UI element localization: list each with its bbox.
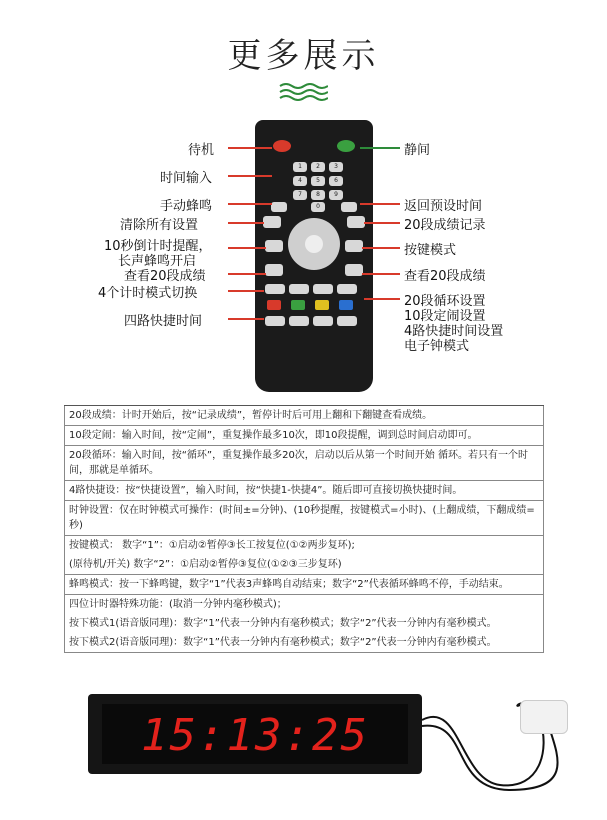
view-up-button[interactable] bbox=[265, 264, 283, 276]
key-mode-button[interactable] bbox=[345, 240, 363, 252]
key-2[interactable]: 2 bbox=[311, 162, 325, 172]
pointer-line bbox=[228, 290, 264, 292]
quick-4-button[interactable] bbox=[337, 316, 357, 326]
info-row: 4路快捷设：按“快捷设置”，输入时间，按“快捷1-快捷4”。随后即可直接切换快捷时间。 bbox=[64, 481, 544, 501]
remote-control bbox=[255, 120, 373, 392]
key-1[interactable]: 1 bbox=[293, 162, 307, 172]
page-title: 更多展示 bbox=[227, 36, 380, 76]
info-row: 20段循环：输入时间，按“循环”，重复操作最多20次，启动以后从第一个时间开始 循环。若只有一个时间，那就是单循环。 bbox=[64, 446, 544, 481]
pointer-line bbox=[228, 203, 272, 205]
label-quick-time: 四路快捷时间 bbox=[124, 314, 203, 329]
info-row: 四位计时器特殊功能：(取消一分钟内毫秒模式)； bbox=[64, 595, 544, 614]
return-preset-button[interactable] bbox=[341, 202, 357, 212]
pointer-line bbox=[364, 222, 400, 224]
view-down-button[interactable] bbox=[345, 264, 363, 276]
key-5[interactable]: 5 bbox=[311, 176, 325, 186]
loop-button[interactable] bbox=[267, 300, 281, 310]
pointer-line bbox=[360, 203, 400, 205]
clock-mode-button[interactable] bbox=[339, 300, 353, 310]
label-mute: 静间 bbox=[404, 143, 431, 158]
info-row: 按下模式2(语音版同理)：数字“1”代表一分钟内有毫秒模式；数字“2”代表一分钟内有毫秒模式。 bbox=[64, 633, 544, 653]
label-quick-setting: 4路快捷时间设置 bbox=[404, 324, 504, 339]
mode-4-button[interactable] bbox=[337, 284, 357, 294]
label-mode-switch: 4个计时模式切换 bbox=[98, 286, 198, 301]
pointer-line bbox=[228, 247, 266, 249]
key-0[interactable]: 0 bbox=[311, 202, 325, 212]
clock-digits: 15:13:25 bbox=[141, 710, 369, 761]
label-manual-beep: 手动蜂鸣 bbox=[160, 199, 213, 214]
pointer-line bbox=[360, 147, 400, 149]
power-button[interactable] bbox=[273, 140, 291, 152]
dpad-center[interactable] bbox=[305, 235, 323, 253]
info-row: 蜂鸣模式：按一下蜂鸣键，数字“1”代表3声蜂鸣自动结束；数字“2”代表循环蜂鸣不停，手动结束。 bbox=[64, 575, 544, 595]
beep-button[interactable] bbox=[271, 202, 287, 212]
pointer-line bbox=[228, 273, 266, 275]
pointer-line bbox=[362, 247, 400, 249]
info-row: (原待机/开关) 数字“2”：①启动②暂停③复位(①②③三步复环) bbox=[64, 555, 544, 575]
label-long-beep: 长声蜂鸣开启 bbox=[118, 254, 197, 269]
key-4[interactable]: 4 bbox=[293, 176, 307, 186]
alarm-button[interactable] bbox=[291, 300, 305, 310]
quick-1-button[interactable] bbox=[265, 316, 285, 326]
led-clock bbox=[88, 694, 422, 774]
dpad[interactable] bbox=[288, 218, 340, 270]
info-row: 按下模式1(语音版同理)：数字“1”代表一分钟内有毫秒模式；数字“2”代表一分钟内有毫秒模式。 bbox=[64, 614, 544, 633]
key-6[interactable]: 6 bbox=[329, 176, 343, 186]
label-countdown: 10秒倒计时提醒， bbox=[104, 239, 212, 254]
key-7[interactable]: 7 bbox=[293, 190, 307, 200]
label-key-mode: 按键模式 bbox=[404, 243, 457, 258]
quick-3-button[interactable] bbox=[313, 316, 333, 326]
label-record-scores: 20段成绩记录 bbox=[404, 218, 486, 233]
clear-all-button[interactable] bbox=[263, 216, 281, 228]
label-alarm-setting: 10段定闹设置 bbox=[404, 309, 486, 324]
pointer-line bbox=[364, 298, 400, 300]
info-row: 时钟设置：仅在时钟模式可操作：(时间±=分钟)、(10秒提醒，按键模式=小时)、(上翻成绩，下翻成绩=秒) bbox=[64, 501, 544, 536]
label-clear-all: 清除所有设置 bbox=[120, 218, 199, 233]
info-row: 按键模式： 数字“1”：①启动②暂停③长工按复位(①②两步复环); bbox=[64, 536, 544, 555]
label-loop-setting: 20段循环设置 bbox=[404, 294, 486, 309]
label-return-preset: 返回预设时间 bbox=[404, 199, 483, 214]
quick-set-button[interactable] bbox=[315, 300, 329, 310]
info-row: 10段定闹：输入时间，按“定闹”，重复操作最多10次，即10段提醒，调到总时间启动即可。 bbox=[64, 426, 544, 446]
pointer-line bbox=[362, 273, 400, 275]
pointer-line bbox=[228, 147, 272, 149]
pointer-line bbox=[228, 175, 272, 177]
usb-charger bbox=[520, 700, 568, 734]
key-9[interactable]: 9 bbox=[329, 190, 343, 200]
label-time-input: 时间输入 bbox=[160, 171, 213, 186]
mode-2-button[interactable] bbox=[289, 284, 309, 294]
mode-1-button[interactable] bbox=[265, 284, 285, 294]
clock-face bbox=[102, 704, 408, 764]
pointer-line bbox=[228, 318, 264, 320]
label-standby: 待机 bbox=[188, 143, 215, 158]
wave-icon bbox=[278, 82, 328, 102]
pointer-line bbox=[228, 222, 264, 224]
mute-button[interactable] bbox=[337, 140, 355, 152]
key-8[interactable]: 8 bbox=[311, 190, 325, 200]
countdown-button[interactable] bbox=[265, 240, 283, 252]
record-button[interactable] bbox=[347, 216, 365, 228]
label-clock-mode: 电子钟模式 bbox=[404, 339, 470, 354]
quick-2-button[interactable] bbox=[289, 316, 309, 326]
info-table bbox=[64, 405, 544, 653]
label-view-scores-left: 查看20段成绩 bbox=[124, 269, 206, 284]
key-3[interactable]: 3 bbox=[329, 162, 343, 172]
info-row: 20段成绩：计时开始后，按“记录成绩”，暂停计时后可用上翻和下翻键查看成绩。 bbox=[64, 406, 544, 426]
mode-3-button[interactable] bbox=[313, 284, 333, 294]
label-view-scores-right: 查看20段成绩 bbox=[404, 269, 486, 284]
